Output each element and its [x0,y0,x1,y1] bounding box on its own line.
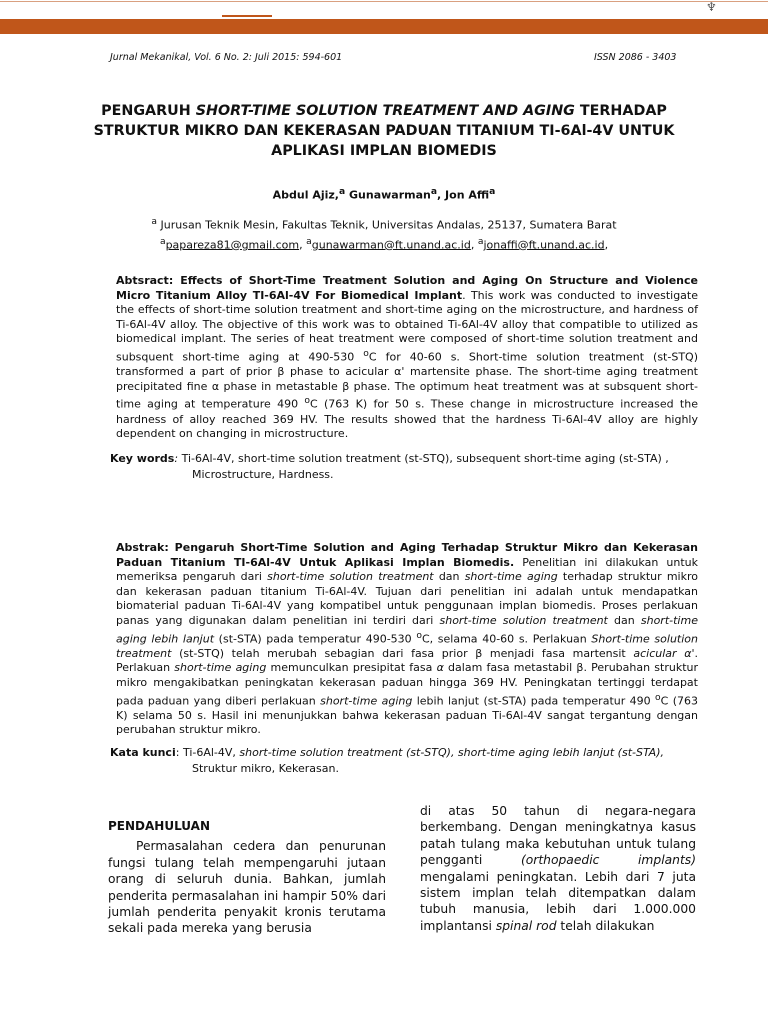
affiliation: $^a$ Jurusan Teknik Mesin, Fakultas Teknik, Universitas Andalas, 25137, Sumatera Barat $^a$papareza81@gmail.com, $^a$gunawarman@ft.unand.ac.id, $^a$jonaffi@ft.unand.ac.id, [151,216,617,252]
journal-logo-icon: ♆ [706,0,717,14]
banner-stripe [0,19,768,34]
journal-citation: Jurnal Mekanikal, Vol. 6 No. 2: Juli 2015: 594-601 [110,52,343,63]
issn: ISSN 2086 - 3403 [594,52,677,63]
section-heading: PENDAHULUAN [108,819,210,833]
top-banner [0,0,768,34]
abstract-english: Abtsract: Effects of Short-Time Treatment Solution and Aging On Structure and Violence Micro Titanium Alloy TI-6Al-4V For Biomedical Implant. This work was conducted to investigate the effects of short-time solution treatment and short-time aging on the microstructure, and hardness of Ti-6Al-4V alloy. The objective of this work was to obtained Ti-6Al-4V alloy that compatible to utilized as biomedical implant. The series of heat treatment were composed of short-time solution treatment and subsquent short-time aging at 490-530 $^o$C for 40-60 s. Short-time solution treatment (st-STQ) transformed a part of prior β phase to acicular α' martensite phase. The short-time aging treatment precipitated fine α phase in metastable β phase. The optimum heat treatment was at subsquent short-time aging at temperature 490 $^o$C (763 K) for 50 s. These change in microstructure increased the hardness of alloy reached 369 HV. The results showed that the hardness Ti-6Al-4V alloy are highly dependent on changing in microstructure. [116,274,698,441]
keywords-english: Key words: Ti-6Al-4V, short-time solution treatment (st-STQ), subsequent short-time aging (st-STA) , Microstructure, Hardness. [110,452,669,481]
intro-paragraph: Permasalahan cedera dan penurunan fungsi tulang telah mempengaruhi jutaan orang di seluruh dunia. Bahkan, jumlah penderita permasalahan ini hampir 50% dari jumlah penderita penyakit kronis terutama sekali pada mereka yang berusia [108,839,386,936]
author-list: Abdul Ajiz,$^a$ Gunawarman$^a$, Jon Affi$^a$ [272,186,496,202]
email-link-2[interactable]: gunawarman@ft.unand.ac.id [311,238,471,252]
keywords-indonesian: Kata kunci: Ti-6Al-4V, short-time solution treatment (st-STQ), short-time aging lebih lanjut (st-STA), Struktur mikro, Kekerasan. [110,746,664,775]
intro-right-column: di atas 50 tahun di negara-negara berkembang. Dengan meningkatnya kasus patah tulang maka kebutuhan untuk tulang pengganti (orthopaedic implants) mengalami peningkatan. Lebih dari 7 juta sistem implan telah ditempatkan dalam tubuh manusia, lebih dari 1.000.000 implantansi spinal rod telah dilakukan [420,804,696,933]
intro-left-column [108,818,386,937]
email-link-3[interactable]: jonaffi@ft.unand.ac.id [483,238,605,252]
banner-accent-dash [222,15,272,17]
abstract-indonesian: Abstrak: Pengaruh Short-Time Solution and Aging Terhadap Struktur Mikro dan Kekerasan Paduan Titanium TI-6Al-4V Untuk Aplikasi Implan Biomedis. Penelitian ini dilakukan untuk memeriksa pengaruh dari short-time solution treatment dan short-time aging terhadap struktur mikro dan kekerasan paduan titanium Ti-6Al-4V. Tujuan dari penelitian ini adalah untuk mendapatkan biomaterial paduan Ti-6Al-4V yang kompatibel untuk penggunaan implan biomedis. Proses perlakuan panas yang digunakan dalam penelitian ini terdiri dari short-time solution treatment dan short-time aging lebih lanjut (st-STA) pada temperatur 490-530 $^o$C, selama 40-60 s. Perlakuan Short-time solution treatment (st-STQ) telah merubah sebagian dari fasa prior β menjadi fasa martensit acicular α'. Perlakuan short-time aging memunculkan presipitat fasa α dalam fasa metastabil β. Perubahan struktur mikro mengakibatkan peningkatan kekerasan paduan hingga 369 HV. Peningkatan tertinggi terdapat pada paduan yang diberi perlakuan short-time aging lebih lanjut (st-STA) pada temperatur 490 $^o$C (763 K) selama 50 s. Hasil ini menunjukkan bahwa kekerasan paduan Ti-6Al-4V sangat tergantung dengan perubahan struktur mikro. [116,541,699,737]
email-link-1[interactable]: papareza81@gmail.com [165,238,300,252]
banner-thin-line [0,1,768,2]
paper-title: PENGARUH SHORT-TIME SOLUTION TREATMENT AND AGING TERHADAP STRUKTUR MIKRO DAN KEKERASAN PADUAN TITANIUM TI-6Al-4V UNTUK APLIKASI IMPLAN BIOMEDIS [93,103,675,159]
